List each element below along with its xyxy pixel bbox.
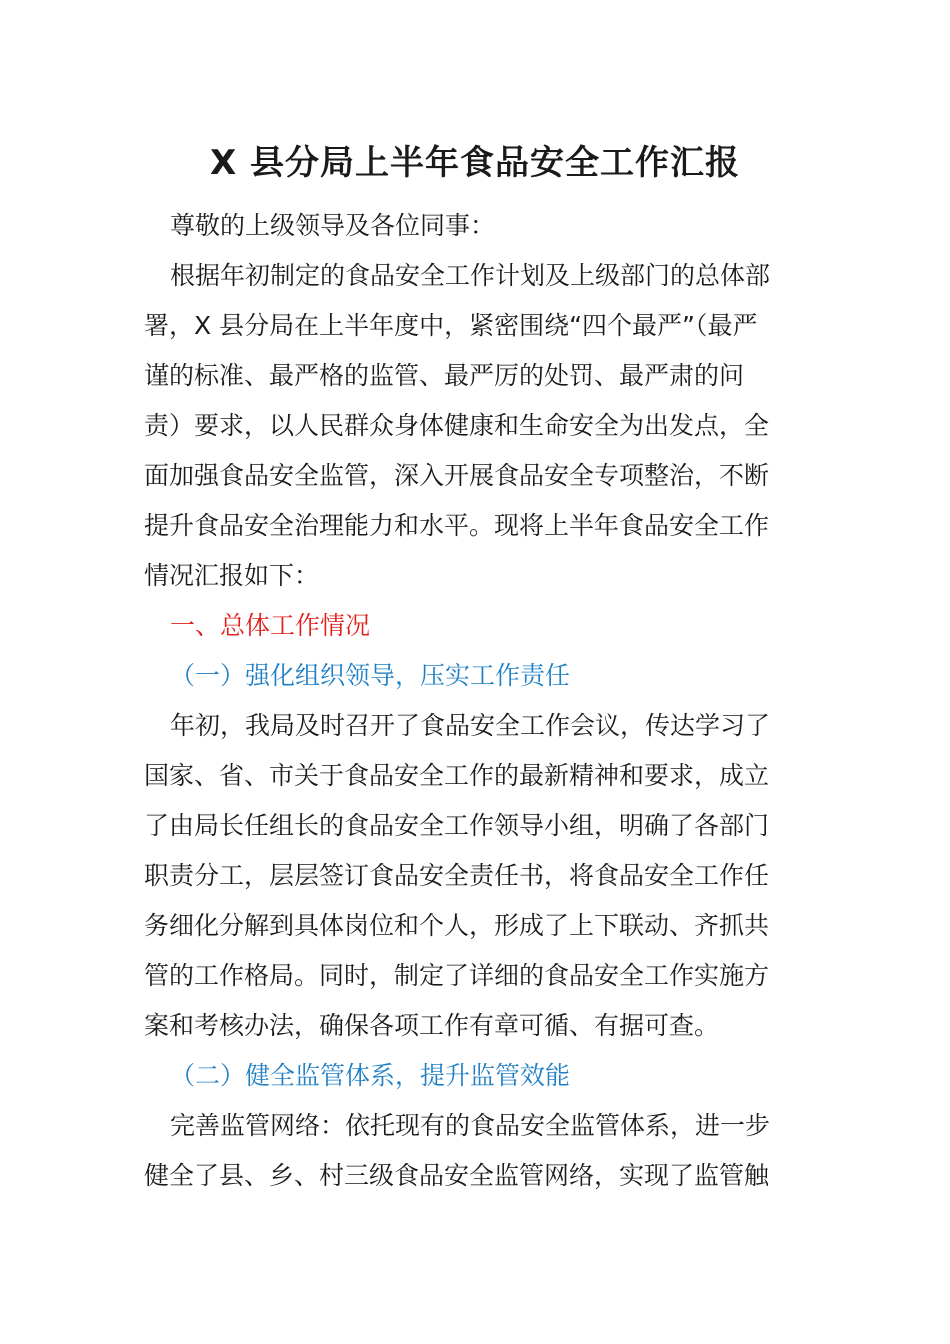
salutation: 尊敬的上级领导及各位同事： — [170, 211, 496, 240]
paragraph-line: 署，X 县分局在上半年度中，紧密围绕“四个最严”（最严 — [144, 311, 758, 340]
paragraph-line: 管的工作格局。同时，制定了详细的食品安全工作实施方 — [144, 961, 770, 990]
paragraph-line: 谨的标准、最严格的监管、最严厉的处罚、最严肃的问 — [144, 361, 745, 390]
paragraph-line: 责）要求，以人民群众身体健康和生命安全为出发点，全 — [144, 411, 770, 440]
paragraph-line: 完善监管网络：依托现有的食品安全监管体系，进一步 — [170, 1111, 771, 1140]
paragraph-line: 提升食品安全治理能力和水平。现将上半年食品安全工作 — [144, 511, 770, 540]
subsection-heading: （一）强化组织领导，压实工作责任 — [170, 661, 571, 690]
document-title: X 县分局上半年食品安全工作汇报 — [209, 143, 741, 183]
paragraph-line: 职责分工，层层签订食品安全责任书，将食品安全工作任 — [144, 861, 770, 890]
paragraph-line: 面加强食品安全监管，深入开展食品安全专项整治，不断 — [144, 461, 770, 490]
section-heading: 一、总体工作情况 — [170, 611, 371, 640]
paragraph-line: 了由局长任组长的食品安全工作领导小组，明确了各部门 — [144, 811, 770, 840]
paragraph-line: 健全了县、乡、村三级食品安全监管网络，实现了监管触 — [144, 1161, 770, 1190]
paragraph-line: 根据年初制定的食品安全工作计划及上级部门的总体部 — [170, 261, 771, 290]
paragraph-line: 国家、省、市关于食品安全工作的最新精神和要求，成立 — [144, 761, 770, 790]
paragraph-line: 情况汇报如下： — [144, 561, 320, 590]
paragraph-line: 案和考核办法，确保各项工作有章可循、有据可查。 — [144, 1011, 720, 1040]
subsection-heading: （二）健全监管体系，提升监管效能 — [170, 1061, 571, 1090]
paragraph-line: 年初，我局及时召开了食品安全工作会议，传达学习了 — [170, 711, 771, 740]
paragraph-line: 务细化分解到具体岗位和个人，形成了上下联动、齐抓共 — [144, 911, 770, 940]
